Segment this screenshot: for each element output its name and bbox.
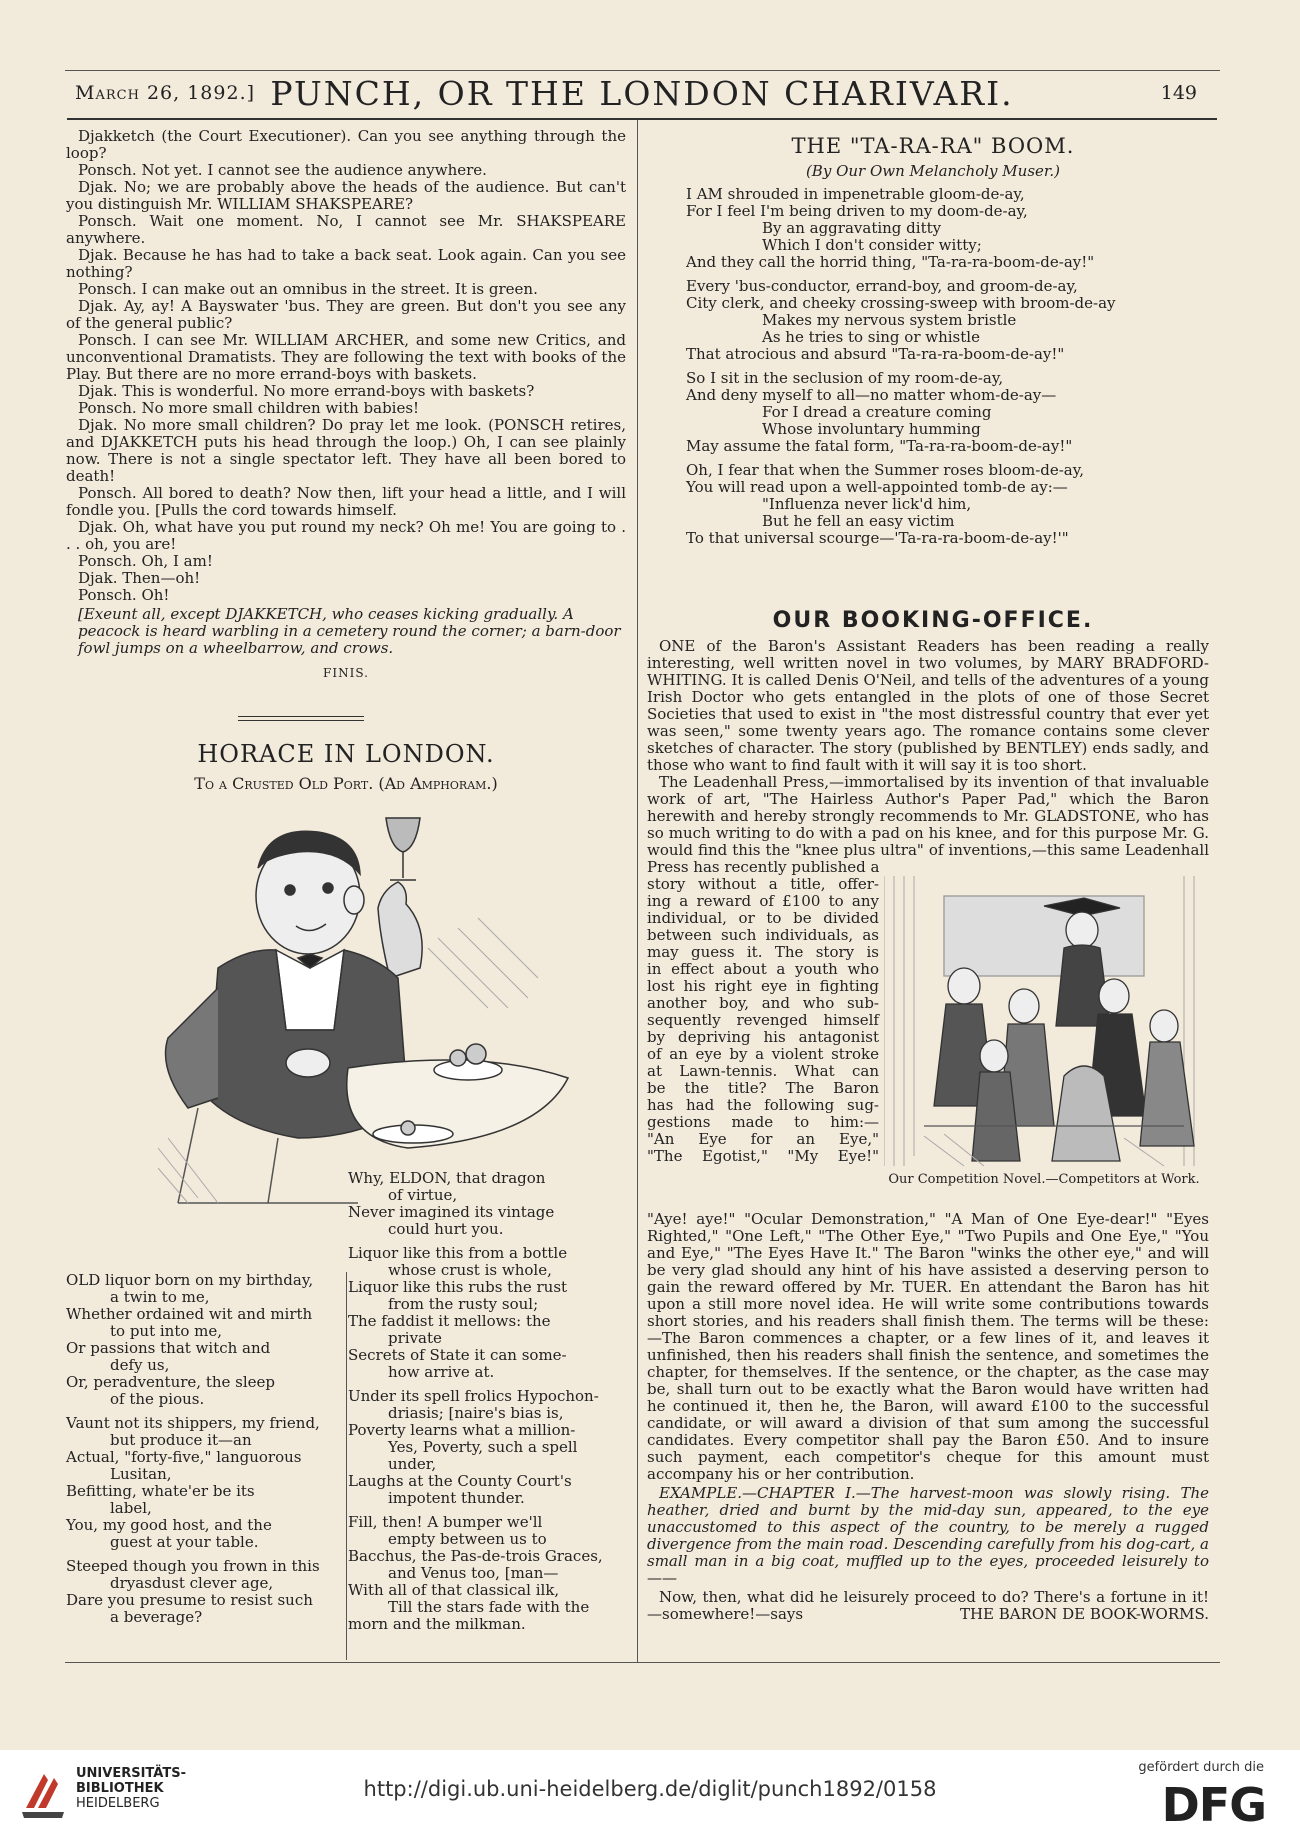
stanza bbox=[686, 370, 1206, 455]
sponsor-text: gefördert durch die bbox=[1138, 1760, 1264, 1775]
horace-right-column bbox=[348, 1170, 628, 1640]
verse-line: With all of that classical ilk, bbox=[348, 1581, 560, 1599]
verse-line: You, my good host, and the bbox=[66, 1516, 272, 1534]
stanza bbox=[348, 1388, 628, 1507]
dialogue-line: Djak. No; we are probably above the heads of the audience. But can't you distinguish Mr. WILLIAM SHAKSPEARE? bbox=[66, 178, 626, 213]
verse-line: Oh, I fear that when the Summer roses bloom-de-ay, bbox=[686, 461, 1084, 479]
illustration-gentleman-toasting bbox=[158, 808, 578, 1208]
verse-line: Whose involuntary humming bbox=[762, 420, 981, 438]
verse-line: OLD liquor born on my birthday, bbox=[66, 1271, 314, 1289]
masthead: PUNCH, OR THE LONDON CHARIVARI. bbox=[270, 74, 1014, 113]
verse-line: a twin to me, bbox=[110, 1288, 210, 1306]
verse-line: Or passions that witch and bbox=[66, 1339, 271, 1357]
booking-body bbox=[647, 1211, 1209, 1623]
booking-narrow-line: may guess it. The story is bbox=[647, 943, 879, 961]
dialogue-line: Ponsch. All bored to death? Now then, lift your head a little, and I will fondle you. [Pulls the cord towards himself. bbox=[66, 484, 626, 519]
verse-line: Every 'bus-conductor, errand-boy, and groom-de-ay, bbox=[686, 277, 1078, 295]
verse-line: Whether ordained wit and mirth bbox=[66, 1305, 313, 1323]
booking-narrow-line: of an eye by a violent stroke bbox=[647, 1045, 879, 1063]
horace-title: HORACE IN LONDON. bbox=[197, 740, 495, 768]
verse-line: morn and the milkman. bbox=[348, 1615, 526, 1633]
booking-example: EXAMPLE.—CHAPTER I.—The harvest-moon was slowly rising. The heather, dried and burnt by the mid-day sun, appeared, to the eye unaccustomed to this aspect of the country, to be merely a rugged divergence from the main road. Descending carefully from his dog-cart, a small man in a big coat, muffled up to the eyes, proceeded leisurely to—— bbox=[647, 1484, 1209, 1587]
verse-line: defy us, bbox=[110, 1356, 170, 1374]
booking-narrow-line: in effect about a youth who bbox=[647, 960, 879, 978]
verse-line: May assume the fatal form, "Ta-ra-ra-boom-de-ay!" bbox=[686, 437, 1073, 455]
dialogue-line: Ponsch. I can see Mr. WILLIAM ARCHER, and some new Critics, and unconventional Dramatists. They are following the text with books of the Play. But there are no more errand-boys with baskets. bbox=[66, 331, 626, 383]
booking-narrow-line: gestions made to him:— bbox=[647, 1113, 879, 1131]
column-divider bbox=[637, 120, 638, 1662]
verse-line: But he fell an easy victim bbox=[762, 512, 955, 530]
verse-line: By an aggravating ditty bbox=[762, 219, 942, 237]
dfg-logo: DFG bbox=[1161, 1778, 1266, 1832]
library-line-3: HEIDELBERG bbox=[76, 1796, 160, 1811]
verse-line: So I sit in the seclusion of my room-de-ay, bbox=[686, 369, 1004, 387]
verse-line: Liquor like this rubs the rust bbox=[348, 1278, 568, 1296]
dialogue-line: Djak. Because he has had to take a back seat. Look again. Can you see nothing? bbox=[66, 246, 626, 281]
verse-line: For I feel I'm being driven to my doom-de-ay, bbox=[686, 202, 1028, 220]
booking-closing bbox=[647, 1589, 1209, 1623]
booking-narrow-line: by depriving his antagonist bbox=[647, 1028, 879, 1046]
verse-line: private bbox=[388, 1329, 442, 1347]
verse-line: and Venus too, [man— bbox=[388, 1564, 559, 1582]
dialogue-line: Djak. Oh, what have you put round my neck? Oh me! You are going to . . . oh, you are! bbox=[66, 518, 626, 553]
dialogue-line: Djak. Then—oh! bbox=[78, 569, 201, 587]
verse-line: Vaunt not its shippers, my friend, bbox=[66, 1414, 320, 1432]
issue-date: March 26, 1892.] bbox=[75, 82, 256, 104]
verse-line: but produce it—an bbox=[110, 1431, 252, 1449]
booking-para-1: ONE of the Baron's Assistant Readers has been reading a really interesting, well written novel in two volumes, by MARY BRADFORD-WHITING. It is called Denis O'Neil, and tells of the adventures of a young Irish Doctor who gets entangled in the plots of one of those Secret Societies that used to exist in "the most distressful country that ever yet was seen," some twenty years ago. The romance contains some clever sketches of character. The story (published by BENTLEY) ends sadly, and those who want to find fault with it will say it is too short. bbox=[647, 637, 1209, 774]
booking-narrow-line: story without a title, offer- bbox=[647, 875, 879, 893]
bottom-rule bbox=[65, 1662, 1220, 1663]
verse-line: of the pious. bbox=[110, 1390, 205, 1408]
dialogue-lines bbox=[66, 128, 626, 604]
stanza bbox=[686, 186, 1206, 271]
stanza bbox=[686, 278, 1206, 363]
dialogue-line: Ponsch. Wait one moment. No, I cannot see Mr. SHAKSPEARE anywhere. bbox=[66, 212, 626, 247]
dialogue-line: Ponsch. Not yet. I cannot see the audience anywhere. bbox=[78, 161, 487, 179]
stanza bbox=[66, 1272, 342, 1408]
verse-line: Or, peradventure, the sleep bbox=[66, 1373, 276, 1391]
verse-line: And they call the horrid thing, "Ta-ra-ra-boom-de-ay!" bbox=[686, 253, 1095, 271]
dialogue-section bbox=[66, 128, 626, 682]
dialogue-line: Djakketch (the Court Executioner). Can you see anything through the loop? bbox=[66, 127, 626, 162]
booking-narrow-line: at Lawn-tennis. What can bbox=[647, 1062, 879, 1080]
verse-line: Steeped though you frown in this bbox=[66, 1557, 320, 1575]
page-header bbox=[67, 74, 1217, 120]
stanza bbox=[66, 1558, 342, 1626]
verse-line: dryasdust clever age, bbox=[110, 1574, 274, 1592]
verse-line: Lusitan, bbox=[110, 1465, 172, 1483]
stanza bbox=[348, 1514, 628, 1633]
horace-left-column bbox=[66, 1272, 342, 1633]
verse-line: Laughs at the County Court's bbox=[348, 1472, 572, 1490]
verse-line: Under its spell frolics Hypochon- bbox=[348, 1387, 599, 1405]
source-url-link[interactable]: http://digi.ub.uni-heidelberg.de/diglit/punch1892/0158 bbox=[363, 1777, 937, 1801]
verse-line: You will read upon a well-appointed tomb-de ay:— bbox=[686, 478, 1068, 496]
verse-line: City clerk, and cheeky crossing-sweep with broom-de-ay bbox=[686, 294, 1116, 312]
booking-para-2b: "Aye! aye!" "Ocular Demonstration," "A Man of One Eye-dear!" "Eyes Righted," "One Left," "The Other Eye," "Two Pupils and One Eye," "You and Eye," "The Eyes Have It." The Baron "winks the other eye," and will be very glad should any hint of his have assisted a deserving person to gain the reward offered by Mr. TUER. En attendant the Baron has hit upon a still more novel idea. He will write some contributions towards short stories, and his readers shall finish them. The terms will be these:—The Baron commences a chapter, or a few lines of it, and leaves it unfinished, then his readers shall finish the sentence, and sometimes the chapter, for themselves. If the sentence, or the chapter, as the case may be, shall turn out to be exactly what the Baron would have written had he continued it, then he, the Baron, will award £100 to the successful candidate, or will award a division of that sum among the successful candidates. Every competitor shall pay the Baron £50. And to insure such payment, each competitor's cheque for this amount must accompany his or her contribution. bbox=[647, 1210, 1209, 1483]
booking-closing-text: Now, then, what did he leisurely proceed to do? There's a fortune in it!—somewhere!—says bbox=[647, 1588, 1209, 1623]
verse-line: guest at your table. bbox=[110, 1533, 259, 1551]
verse-line: Till the stars fade with the bbox=[388, 1598, 590, 1616]
booking-title: OUR BOOKING-OFFICE. bbox=[772, 608, 1094, 633]
stanza bbox=[348, 1170, 628, 1238]
verse-line: "Influenza never lick'd him, bbox=[762, 495, 972, 513]
stanza bbox=[348, 1245, 628, 1381]
verse-line: Liquor like this from a bottle bbox=[348, 1244, 568, 1262]
section-rule bbox=[238, 720, 364, 721]
tarara-poem bbox=[686, 186, 1206, 554]
footer-bar bbox=[0, 1750, 1300, 1846]
horace-subtitle: To a Crusted Old Port. (Ad Amphoram.) bbox=[194, 774, 498, 793]
library-line-2: BIBLIOTHEK bbox=[76, 1781, 164, 1796]
verse-line: Yes, Poverty, such a spell under, bbox=[388, 1438, 578, 1473]
booking-narrow-line: be the title? The Baron bbox=[647, 1079, 879, 1097]
illustration-competitors-at-work bbox=[884, 876, 1204, 1171]
verse-line: of virtue, bbox=[388, 1186, 458, 1204]
dialogue-line: Ponsch. No more small children with babies! bbox=[78, 399, 420, 417]
dialogue-line: Djak. This is wonderful. No more errand-boys with baskets? bbox=[78, 382, 535, 400]
verse-line: Bacchus, the Pas-de-trois Graces, bbox=[348, 1547, 603, 1565]
verse-line: could hurt you. bbox=[388, 1220, 504, 1238]
tarara-title: THE "TA-RA-RA" BOOM. bbox=[791, 134, 1075, 158]
verse-line: Befitting, whate'er be its bbox=[66, 1482, 255, 1500]
verse-line: Secrets of State it can some- bbox=[348, 1346, 567, 1364]
booking-narrow-line: lost his right eye in fighting bbox=[647, 977, 879, 995]
verse-line: That atrocious and absurd "Ta-ra-ra-boom-de-ay!" bbox=[686, 345, 1065, 363]
verse-line: Fill, then! A bumper we'll bbox=[348, 1513, 543, 1531]
booking-narrow-column bbox=[647, 876, 879, 1165]
verse-line: empty between us to bbox=[388, 1530, 547, 1548]
verse-line: driasis; [naire's bias is, bbox=[388, 1404, 564, 1422]
tarara-byline: (By Our Own Melancholy Muser.) bbox=[805, 162, 1061, 180]
verse-line: As he tries to sing or whistle bbox=[762, 328, 980, 346]
verse-line: Actual, "forty-five," languorous bbox=[66, 1448, 302, 1466]
booking-narrow-line: "The Egotist," "My Eye!" bbox=[647, 1147, 879, 1165]
verse-line: Poverty learns what a million- bbox=[348, 1421, 576, 1439]
verse-line: Makes my nervous system bristle bbox=[762, 311, 1017, 329]
booking-narrow-line: ing a reward of £100 to any bbox=[647, 892, 879, 910]
dialogue-line: Ponsch. I can make out an omnibus in the street. It is green. bbox=[78, 280, 538, 298]
verse-line: impotent thunder. bbox=[388, 1489, 525, 1507]
verse-line: I AM shrouded in impenetrable gloom-de-ay, bbox=[686, 185, 1025, 203]
booking-signature: THE BARON DE BOOK-WORMS. bbox=[959, 1605, 1209, 1623]
booking-narrow-line: sequently revenged himself bbox=[647, 1011, 879, 1029]
verse-line: Why, ELDON, that dragon bbox=[348, 1169, 546, 1187]
stanza bbox=[66, 1415, 342, 1551]
booking-narrow-line: individual, or to be divided bbox=[647, 909, 879, 927]
verse-line: To that universal scourge—'Ta-ra-ra-boom-de-ay!'" bbox=[686, 529, 1069, 547]
finis: FINIS. bbox=[323, 666, 369, 680]
verse-line: to put into me, bbox=[110, 1322, 223, 1340]
verse-line: Never imagined its vintage bbox=[348, 1203, 555, 1221]
verse-line: from the rusty soul; bbox=[388, 1295, 539, 1313]
horace-divider bbox=[346, 1272, 347, 1660]
booking-narrow-line: between such individuals, as bbox=[647, 926, 879, 944]
verse-line: how arrive at. bbox=[388, 1363, 495, 1381]
verse-line: Dare you presume to resist such bbox=[66, 1591, 313, 1609]
verse-line: a beverage? bbox=[110, 1608, 203, 1626]
top-rule bbox=[65, 70, 1220, 71]
verse-line: whose crust is whole, bbox=[388, 1261, 552, 1279]
wine-glass-icon bbox=[386, 818, 420, 852]
dialogue-line: Djak. Ay, ay! A Bayswater 'bus. They are green. But don't you see any of the general public? bbox=[66, 297, 626, 332]
section-rule bbox=[238, 716, 364, 717]
booking-narrow-line: has had the following sug- bbox=[647, 1096, 879, 1114]
dialogue-line: Ponsch. Oh, I am! bbox=[78, 552, 213, 570]
page-number: 149 bbox=[1160, 82, 1197, 104]
library-line-1: UNIVERSITÄTS- bbox=[76, 1766, 186, 1781]
booking-para-2a: The Leadenhall Press,—immortalised by its invention of that invaluable work of art, "The Hairless Author's Paper Pad," which the Baron herewith and hereby strongly recommends to Mr. GLADSTONE, who has so much writing to do with a pad on his knee, and for this purpose Mr. G. would find this the "knee plus ultra" of inventions,—this same Leadenhall Press has recently published a bbox=[647, 773, 1209, 876]
stage-direction: [Exeunt all, except DJAKKETCH, who ceases kicking gradually. A peacock is heard warbling in a cemetery round the corner; a barn-door fowl jumps on a wheelbarrow, and crows. bbox=[78, 605, 621, 657]
booking-narrow-line: another boy, and who sub- bbox=[647, 994, 879, 1012]
verse-line: The faddist it mellows: the bbox=[348, 1312, 551, 1330]
verse-line: label, bbox=[110, 1499, 152, 1517]
stanza bbox=[686, 462, 1206, 547]
verse-line: And deny myself to all—no matter whom-de-ay— bbox=[686, 386, 1057, 404]
booking-paragraph-1 bbox=[647, 638, 1209, 876]
dialogue-line: Ponsch. Oh! bbox=[78, 586, 170, 604]
verse-line: For I dread a creature coming bbox=[762, 403, 992, 421]
illustration-caption: Our Competition Novel.—Competitors at Work. bbox=[888, 1172, 1200, 1187]
booking-narrow-line: "An Eye for an Eye," bbox=[647, 1130, 879, 1148]
verse-line: Which I don't consider witty; bbox=[762, 236, 982, 254]
dialogue-line: Djak. No more small children? Do pray let me look. (PONSCH retires, and DJAKKETCH puts his head through the loop.) Oh, I can see plainly now. There is not a single spectator left. They have all been bored to death! bbox=[66, 416, 626, 485]
